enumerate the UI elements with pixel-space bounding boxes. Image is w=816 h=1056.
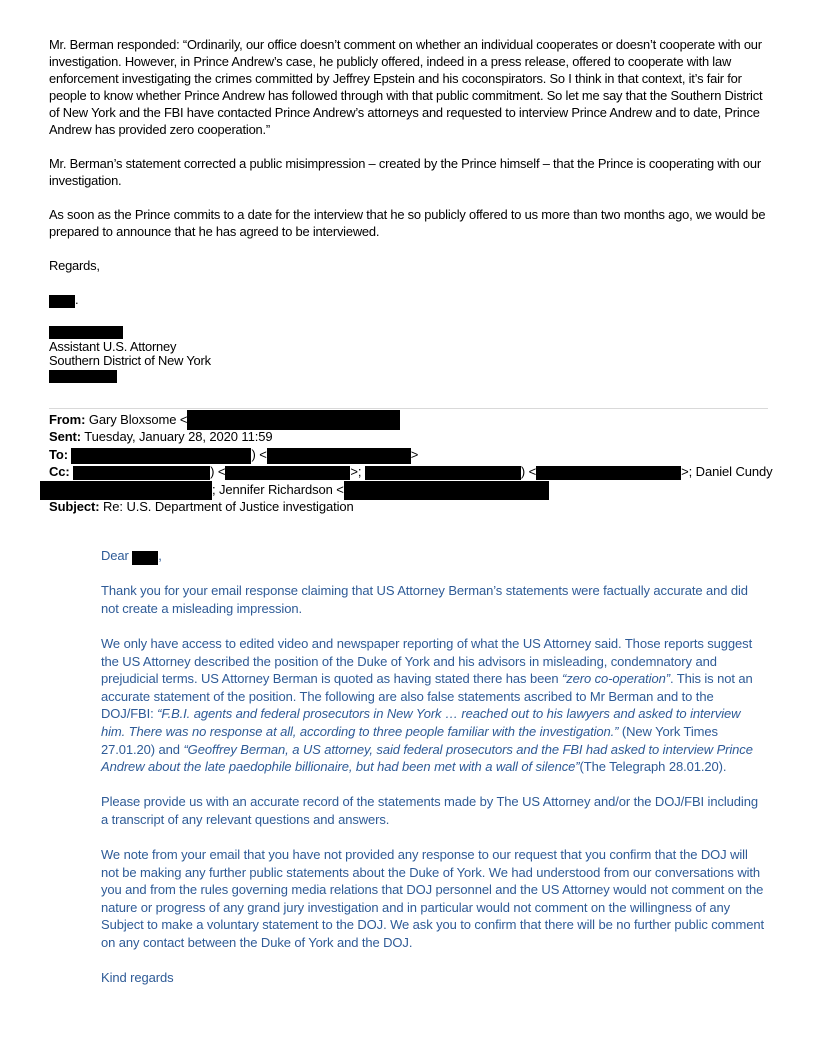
signature-office: Southern District of New York	[49, 353, 211, 369]
signature-phone-line	[49, 369, 769, 384]
letter-body	[49, 36, 769, 383]
header-row-sent	[49, 428, 773, 445]
reply-run-2-italic-quote: “zero co-operation”	[562, 671, 670, 687]
header-row-from	[49, 411, 773, 428]
redaction-bar-signature-name	[49, 326, 123, 339]
to-close-bracket: >	[410, 446, 419, 462]
reply-salutation-comma: ,	[158, 548, 162, 563]
letter-closing: Regards,	[49, 258, 100, 273]
reply-run-6-italic-quote: “Geoffrey Berman, a US attorney, said federal prosecutors and the FBI had asked to interview Prince Andrew about the late paedophile billionaire, but had been met with a wall of silence”	[101, 741, 753, 775]
redaction-bar-cc-name-1	[73, 466, 210, 480]
reply-paragraph-record-request: Please provide us with an accurate record of the statements made by The US Attorney and/or the DOJ/FBI including a transcript of any relevant questions and answers.	[101, 794, 758, 827]
redaction-bar-cc-email-3	[40, 481, 212, 500]
cc-tail-daniel-cundy: >; Daniel Cundy	[681, 464, 773, 480]
reply-salutation-line	[101, 547, 767, 565]
sent-label: Sent:	[49, 429, 82, 445]
reply-paragraph-quotes	[101, 635, 767, 776]
from-value: Gary Bloxsome <	[85, 412, 188, 427]
cc-label: Cc:	[49, 464, 70, 480]
reply-salutation: Dear	[101, 548, 133, 563]
reply-paragraph-no-further-comment: We note from your email that you have not provided any response to our request that you confirm that the DOJ will not be making any further public statements about the Duke of York. We had understood from our conversations with you and from the rules governing media relations that DOJ personnel and the US Attorney would not comment on the nature or progress of any grand jury investigation and in particular would not comment on the willingness of any Subject to make a voluntary statement to the DOJ. We ask you to confirm that there will be no further public comment on any contact between the Duke of York and the DOJ.	[101, 847, 765, 951]
letter-paragraph-berman-quote: Mr. Berman responded: “Ordinarily, our office doesn’t comment on whether an individual cooperates or doesn’t cooperate with our investigation. However, in Prince Andrew’s case, he publicly offered, indeed in a press release, offered to cooperate with law enforcement investigating the crimes committed by Jeffrey Epstein and his coconspirators. So I think in that context, it’s fair for people to know whether Prince Andrew has followed through with that public commitment. So let me say that the Southern District of New York and the FBI have contacted Prince Andrew’s attorneys and requested to interview Prince Andrew and to date, Prince Andrew has provided zero cooperation.”	[49, 37, 763, 137]
cc-separator-2: >;	[350, 464, 365, 480]
redaction-bar-cc-name-2	[365, 466, 521, 480]
redaction-bar-dear-name	[132, 551, 158, 565]
cc-separator-3: ) <	[520, 464, 537, 480]
from-label: From:	[49, 412, 86, 427]
reply-paragraph-thanks: Thank you for your email response claiming that US Attorney Berman’s statements were factually accurate and did not create a misleading impression.	[101, 583, 748, 616]
redaction-bar-signer-name	[49, 295, 75, 308]
cc-jennifer-richardson: ; Jennifer Richardson <	[212, 481, 344, 497]
redaction-bar-to-name	[71, 448, 251, 464]
message-divider	[49, 408, 768, 409]
redaction-bar-cc-email-2	[536, 466, 681, 480]
to-label: To:	[49, 446, 68, 462]
signature-block	[49, 325, 769, 383]
header-row-subject	[49, 498, 773, 515]
reply-run-1: We only have access to edited video and newspaper reporting of what the US Attorney said. Those reports suggest the US Attorney described the position of the Duke of York and his advisors in misleading, condemnatory and prejudicial terms. US Attorney Berman is quoted as having stated there has been	[101, 635, 753, 687]
header-row-cc-continued	[49, 481, 773, 498]
reply-run-7: (The Telegraph 28.01.20).	[579, 759, 727, 775]
letter-paragraph-misimpression: Mr. Berman’s statement corrected a public misimpression – created by the Prince himself – that the Prince is cooperating with our investigation.	[49, 156, 761, 188]
letter-signer-line	[49, 291, 769, 308]
redaction-bar-cc-email-4	[344, 481, 549, 500]
reply-run-4-italic-quote: “F.B.I. agents and federal prosecutors in New York … reached out to his lawyers and asked to interview him. There was no response at all, according to three people familiar with the investigation.”	[101, 706, 741, 739]
redaction-bar-cc-email-1	[225, 466, 350, 480]
reply-run-3: . This is not an accurate statement of the position. The following are also false statements ascribed to Mr Berman and to the DOJ/FBI:	[101, 671, 753, 722]
to-separator: ) <	[251, 446, 267, 462]
letter-paragraph-interview-date: As soon as the Prince commits to a date for the interview that he so publicly offered to us more than two months ago, we would be prepared to announce that he has agreed to be interviewed.	[49, 207, 766, 239]
reply-run-5: (New York Times 27.01.20) and	[101, 723, 718, 757]
reply-closing: Kind regards	[101, 970, 174, 986]
subject-value: Re: U.S. Department of Justice investigation	[99, 499, 354, 515]
cc-separator-1: ) <	[210, 464, 226, 480]
redaction-bar-from-email	[187, 410, 400, 430]
quoted-mail-header	[49, 411, 773, 515]
signature-name-line	[49, 325, 769, 340]
sent-value: Tuesday, January 28, 2020 11:59	[81, 429, 273, 445]
letter-signer-period: .	[75, 292, 79, 307]
redaction-bar-signature-phone	[49, 370, 117, 383]
subject-label: Subject:	[49, 499, 100, 515]
signature-title: Assistant U.S. Attorney	[49, 338, 177, 354]
header-row-to	[49, 446, 773, 463]
reply-body	[101, 547, 767, 1004]
header-row-cc	[49, 463, 773, 480]
redaction-bar-to-email	[267, 448, 411, 464]
